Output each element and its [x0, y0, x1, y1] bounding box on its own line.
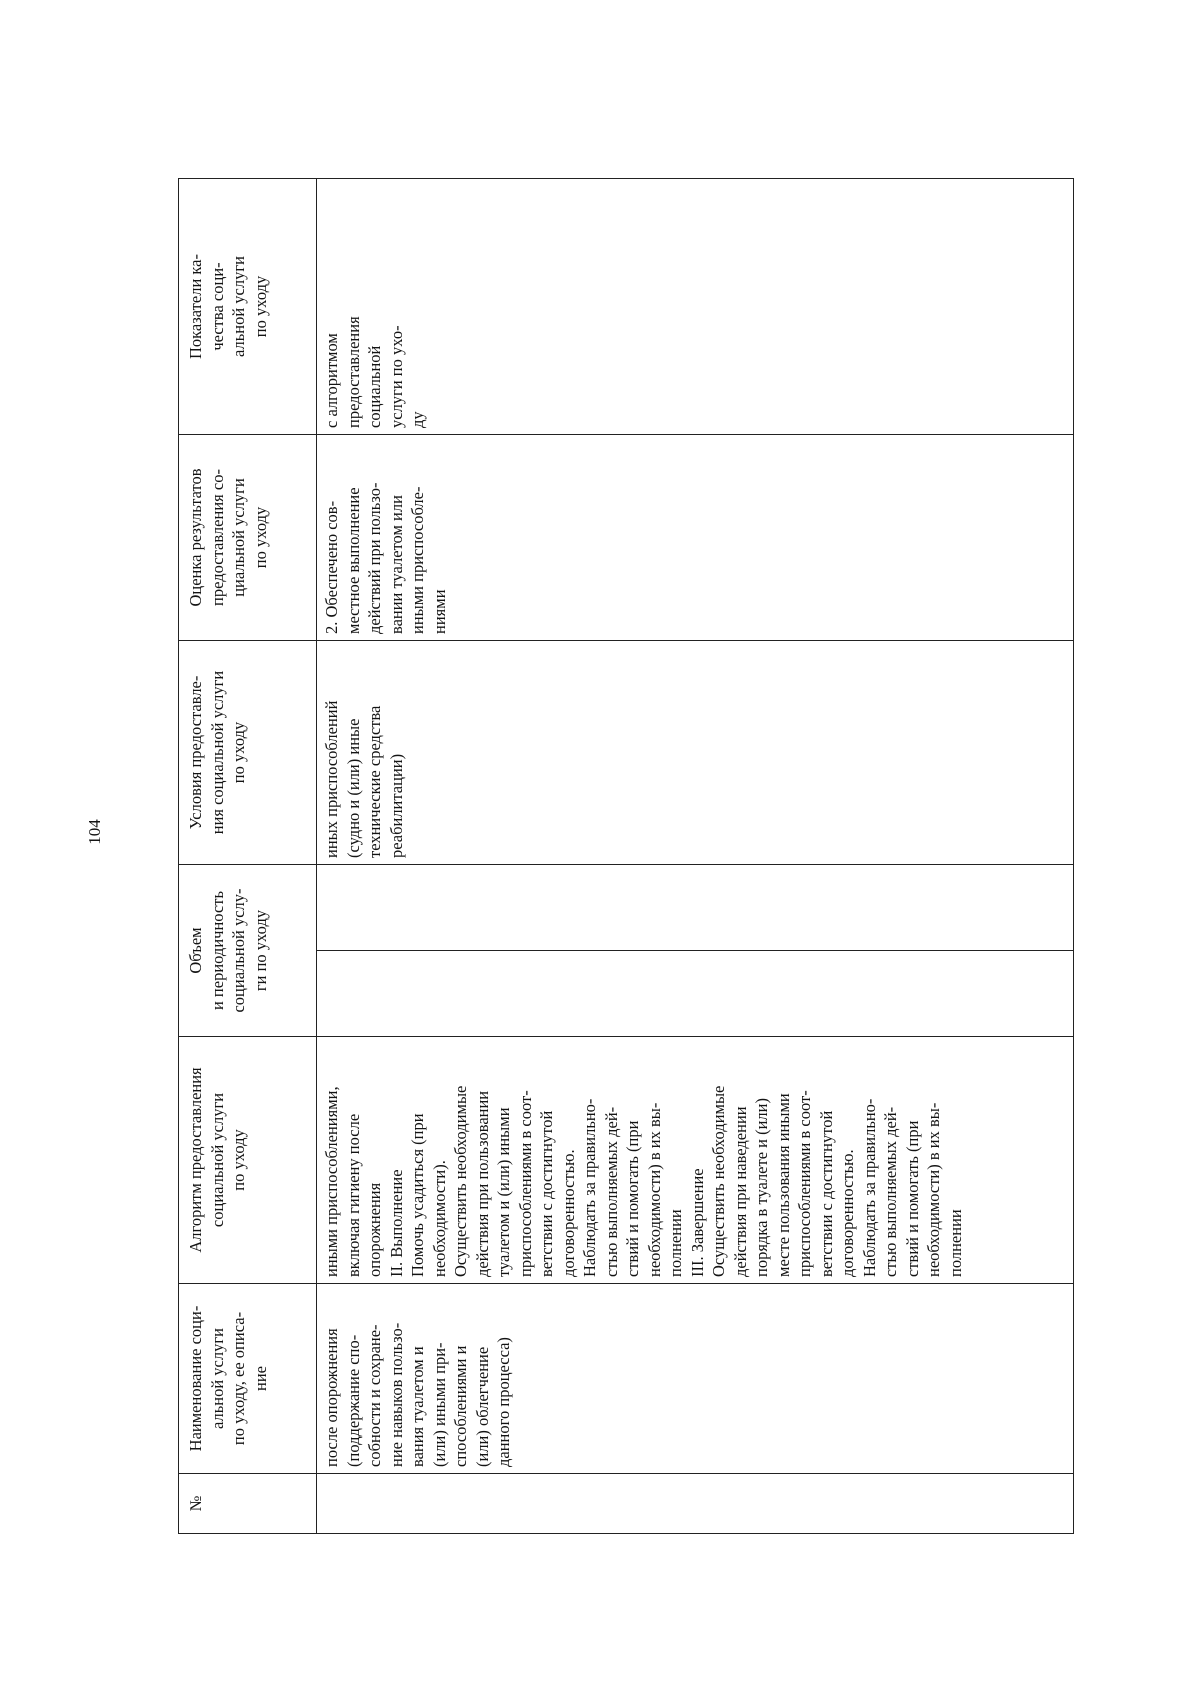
text-line: вании туалетом или — [386, 495, 406, 634]
text-line: по уходу — [229, 1129, 248, 1191]
cell-volume-left — [317, 950, 1073, 1036]
text-line: по уходу — [250, 506, 270, 569]
text-line: по уходу — [229, 721, 248, 784]
text-line: Наблюдать за правильно- — [580, 1098, 599, 1277]
text-line: опорожнения — [365, 1182, 384, 1277]
text-line: II. Выполнение — [386, 1169, 406, 1277]
cell-quality — [317, 179, 1074, 435]
text-line: включая гигиену после — [343, 1113, 363, 1277]
text-line: по уходу, ее описа- — [229, 1311, 248, 1446]
text-line: Объем — [186, 927, 205, 974]
cell-algorithm — [317, 1037, 1074, 1284]
text-line: порядка в туалете и (или) — [752, 1098, 771, 1277]
text-line: туалетом и (или) иными — [494, 1107, 513, 1277]
cell-evaluation — [317, 435, 1074, 641]
header-algorithm — [179, 1037, 317, 1284]
text-line: действия при пользовании — [472, 1090, 492, 1277]
text-line: социальной — [365, 345, 384, 428]
text-line: и периодичность — [207, 890, 227, 1011]
text-line: вания туалетом и — [408, 1346, 427, 1467]
text-line: стью выполняемых дей- — [601, 1106, 621, 1277]
text-line: Осуществить необходимые — [709, 1085, 728, 1277]
text-line: альной услуги — [207, 1328, 227, 1429]
cell-service-name — [317, 1284, 1074, 1474]
text-line: ствий и помогать (при — [902, 1120, 922, 1277]
text-line: (или) иными при- — [429, 1342, 449, 1467]
text-line: (судно и (или) иные — [343, 718, 363, 858]
text-line: ниями — [429, 589, 449, 634]
text-line: альной услуги — [229, 256, 248, 357]
text-line: ветствии с достигнутой — [816, 1110, 836, 1277]
text-line: реабилитации) — [386, 753, 406, 858]
text-line: предоставления со- — [207, 469, 227, 606]
cell-volume-right — [317, 865, 1073, 950]
text-line: полнении — [945, 1209, 965, 1277]
text-line: договоренностью. — [558, 1149, 578, 1277]
text-line: Наименование соци- — [186, 1305, 205, 1452]
text-line: Помочь усадиться (при — [408, 1113, 427, 1277]
text-line: действия при наведении — [730, 1106, 750, 1277]
text-line: по уходу — [250, 275, 270, 338]
text-line: 2. Обеспечено сов- — [322, 500, 341, 634]
text-line: с алгоритмом — [322, 333, 341, 428]
text-line: услуги по ухо- — [386, 325, 406, 428]
text-line: (или) облегчение — [472, 1346, 492, 1467]
text-line: необходимости) в их вы- — [924, 1102, 943, 1277]
text-line: ние — [250, 1366, 270, 1391]
table-row — [317, 179, 1074, 1534]
header-conditions — [179, 641, 317, 865]
text-line: способлениями и — [451, 1345, 470, 1467]
text-line: договоренностью. — [838, 1149, 857, 1277]
text-line: данного процесса) — [494, 1337, 513, 1467]
text-line: иных приспособлений — [322, 700, 341, 858]
text-line: иными приспособлениями, — [322, 1086, 341, 1277]
text-line: социальной услу- — [229, 888, 248, 1013]
text-line: (поддержание спо- — [343, 1334, 363, 1467]
header-service-name — [179, 1284, 317, 1474]
text-line: ги по уходу — [250, 909, 270, 992]
text-line: приспособлениями в соот- — [515, 1090, 535, 1277]
header-quality — [179, 179, 317, 435]
text-line: собности и сохране- — [365, 1324, 384, 1467]
cell-number — [317, 1474, 1074, 1534]
text-line: Показатели ка- — [186, 254, 205, 359]
cell-conditions — [317, 641, 1074, 865]
text-line: III. Завершение — [687, 1168, 707, 1277]
text-line: ветствии с достигнутой — [537, 1110, 556, 1277]
text-line: ния социальной услуги — [207, 670, 227, 835]
services-table — [178, 178, 1074, 1534]
text-line: ствий и помогать (при — [623, 1120, 642, 1277]
text-line: Наблюдать за правильно- — [859, 1098, 879, 1277]
header-volume — [179, 865, 317, 1037]
text-line: циальной услуги — [229, 478, 248, 597]
cell-volume — [317, 865, 1074, 1037]
table-header-row — [179, 179, 317, 1534]
text-line: местное выполнение — [343, 487, 363, 634]
text-line: иными приспособле- — [408, 486, 427, 634]
text-line: ние навыков пользо- — [386, 1322, 406, 1467]
text-line: приспособлениями в соот- — [795, 1090, 814, 1277]
text-line: необходимости). — [429, 1160, 449, 1277]
text-line: после опорожнения — [322, 1328, 341, 1467]
page-number: 104 — [85, 819, 104, 845]
text-line: действий при пользо- — [365, 482, 384, 634]
text-line: Алгоритм предоставления — [186, 1067, 205, 1253]
text-line: № — [186, 1495, 205, 1512]
text-line: технические средства — [365, 705, 384, 858]
text-line: Осуществить необходимые — [451, 1085, 470, 1277]
text-line: предоставления — [343, 316, 363, 428]
text-line: социальной услуги — [207, 1092, 227, 1228]
header-evaluation — [179, 435, 317, 641]
text-line: Оценка результатов — [186, 468, 205, 607]
header-number — [179, 1474, 317, 1534]
text-line: стью выполняемых дей- — [881, 1106, 900, 1277]
text-line: Условия предоставле- — [186, 675, 205, 830]
text-line: необходимости) в их вы- — [644, 1102, 664, 1277]
text-line: чества соци- — [207, 262, 227, 351]
text-line: месте пользования иными — [773, 1093, 793, 1277]
rotated-table-wrapper — [178, 179, 1074, 1534]
text-line: ду — [408, 411, 427, 428]
text-line: полнении — [666, 1209, 685, 1277]
